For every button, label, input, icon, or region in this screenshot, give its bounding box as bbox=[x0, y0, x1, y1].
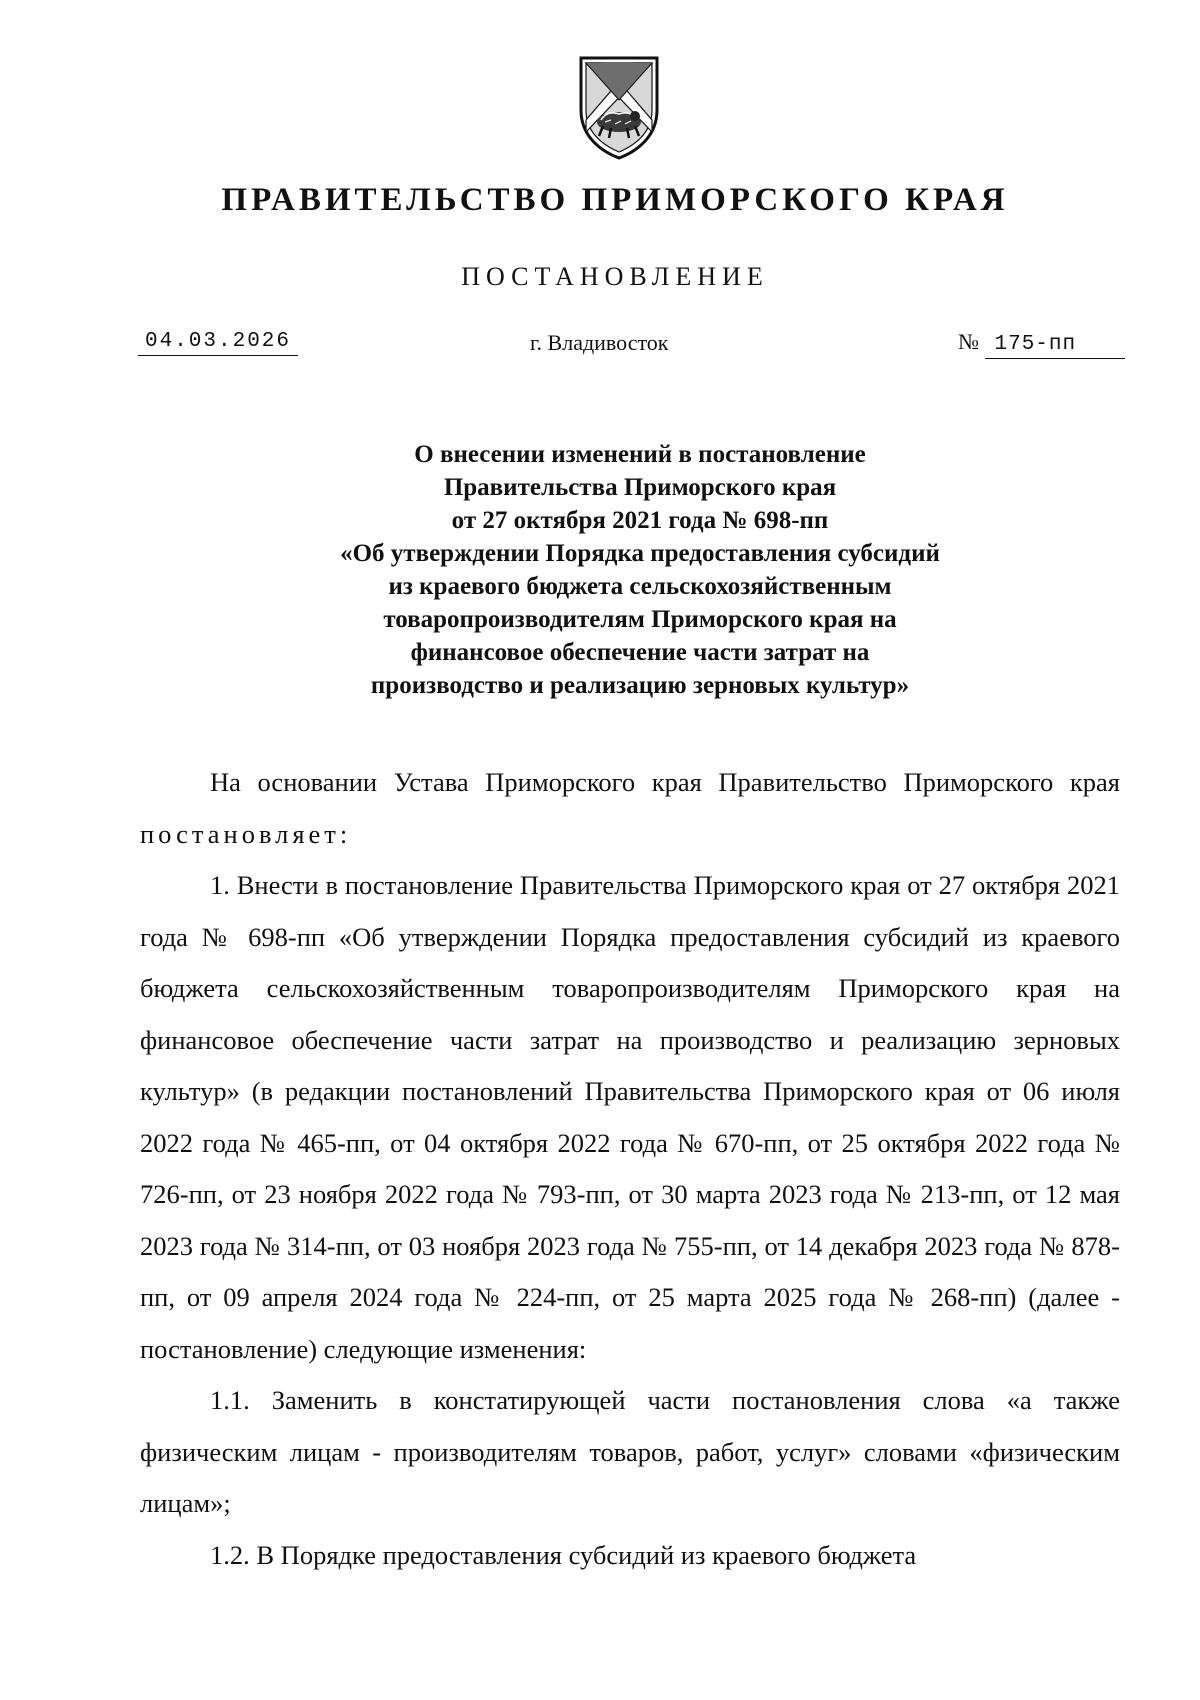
subject-line: товаропроизводителям Приморского края на bbox=[383, 606, 897, 633]
number-prefix: № bbox=[958, 329, 979, 354]
item-1-paragraph: 1. Внести в постановление Правительства Приморского края от 27 октября 2021 года № 698-пп «Об утверждении Порядка предоставления субсидий из краевого бюджета сельскохозяйственным товаропроизводителям Приморского края на финансовое обеспечение части затрат на производство и реализацию зерновых культур» (в редакции постановлений Правительства Приморского края от 06 июля 2022 года № 465-пп, от 04 октября 2022 года № 670-пп, от 25 октября 2022 года № 726-пп, от 23 ноября 2022 года № 793-пп, от 30 марта 2023 года № 213-пп, от 12 мая 2023 года № 314-пп, от 03 ноября 2023 года № 755-пп, от 14 декабря 2023 года № 878-пп, от 09 апреля 2024 года № 224-пп, от 25 марта 2025 года № 268-пп) (далее - постановление) следующие изменения: bbox=[140, 870, 1120, 1364]
document-type: ПОСТАНОВЛЕНИЕ bbox=[461, 262, 769, 291]
document-subject bbox=[200, 438, 1080, 702]
document-body bbox=[140, 757, 1120, 1581]
preamble-verb: постановляет: bbox=[140, 818, 352, 849]
government-title: ПРАВИТЕЛЬСТВО ПРИМОРСКОГО КРАЯ bbox=[221, 182, 1009, 218]
subject-line: О внесении изменений в постановление bbox=[414, 441, 866, 468]
document-city: г. Владивосток bbox=[530, 330, 669, 355]
subject-line: от 27 октября 2021 года № 698-пп bbox=[451, 507, 829, 534]
subject-line: Правительства Приморского края bbox=[443, 474, 837, 501]
subject-line: из краевого бюджета сельскохозяйственным bbox=[388, 573, 892, 600]
subject-line: финансовое обеспечение части затрат на bbox=[410, 639, 870, 666]
subject-line: производство и реализацию зерновых культур» bbox=[370, 672, 910, 699]
item-1-1-paragraph: 1.1. Заменить в констатирующей части постановления слова «а также физическим лицам - производителям товаров, работ, услуг» словами «физическим лицам»; bbox=[140, 1385, 1120, 1518]
item-1-2-paragraph: 1.2. В Порядке предоставления субсидий из краевого бюджета bbox=[210, 1539, 917, 1570]
subject-line: «Об утверждении Порядка предоставления субсидий bbox=[340, 540, 940, 567]
preamble-text: На основании Устава Приморского края Правительство Приморского края bbox=[210, 767, 1120, 797]
number-value: 175-пп bbox=[985, 332, 1125, 359]
document-date: 04.03.2026 bbox=[138, 329, 298, 356]
document-number bbox=[958, 329, 1125, 359]
coat-of-arms-icon bbox=[575, 50, 663, 160]
preamble-paragraph bbox=[140, 757, 1120, 860]
